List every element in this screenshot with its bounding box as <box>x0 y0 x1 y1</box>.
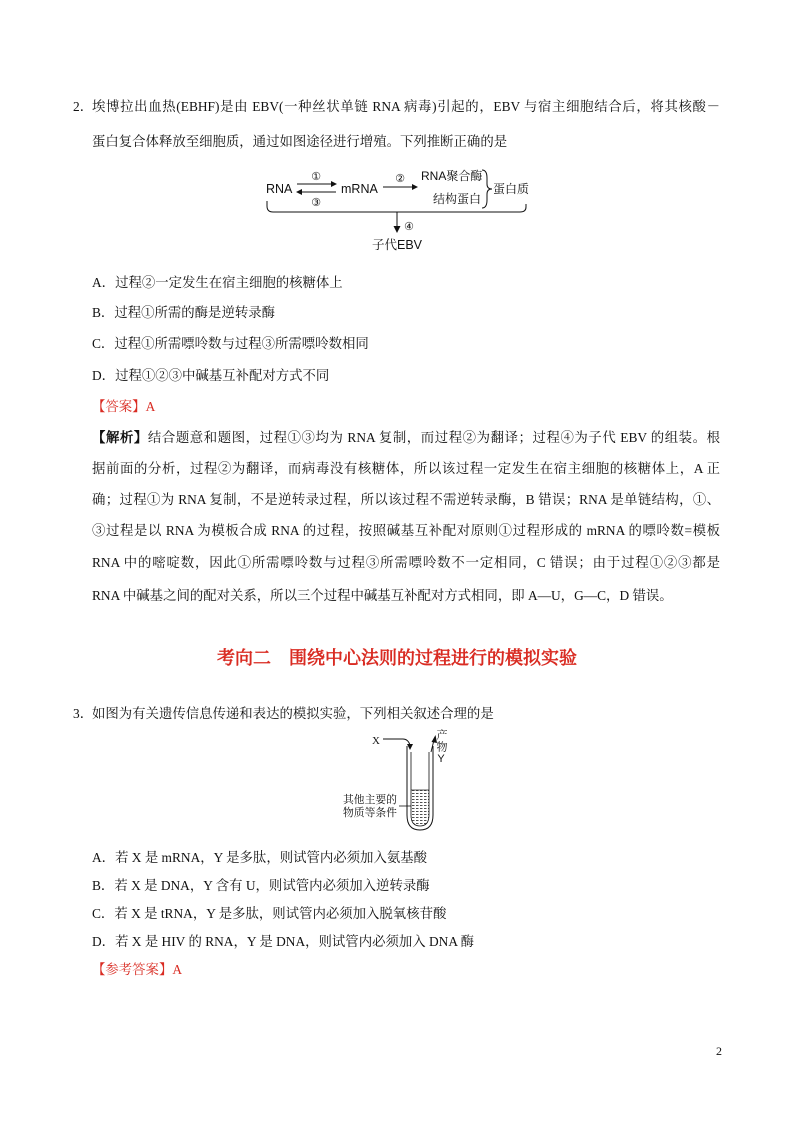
question3-option-a <box>92 848 427 868</box>
question2-option-c <box>92 334 369 354</box>
option-label: A． <box>92 850 116 865</box>
analysis-line-1 <box>92 428 720 448</box>
analysis-line-6: RNA 中碱基之间的配对关系，所以三个过程中碱基互补配对方式相同，即 A—U，G—C，D 错误。 <box>92 588 673 603</box>
answer-value: A <box>172 962 183 977</box>
answer-tag: 【答案】 <box>92 399 146 414</box>
page-number: 2 <box>716 1044 722 1058</box>
input-x-label: X <box>372 735 380 747</box>
arrow-step1-head <box>331 181 337 187</box>
option-label: A． <box>92 275 116 290</box>
conditions-label-line-1: 其他主要的 <box>343 794 397 806</box>
question2-number: 2． <box>73 99 94 114</box>
option-label: D． <box>92 368 116 383</box>
diagram-step4-label: ④ <box>404 221 414 233</box>
tube-liquid <box>411 790 429 826</box>
ebv-pathway-diagram <box>255 162 545 257</box>
option-label: B． <box>92 305 115 320</box>
product-y-label: 产物Y <box>435 729 447 766</box>
option-label: C． <box>92 906 115 921</box>
question3-answer <box>92 960 182 980</box>
diagram-mrna-label: mRNA <box>341 182 378 196</box>
arrow-step2-head <box>412 184 418 190</box>
question3-option-d <box>92 932 474 952</box>
question3-number: 3． <box>73 706 94 721</box>
option-text: 过程①所需的酶是逆转录酶 <box>114 305 276 320</box>
protein-brace <box>482 170 492 208</box>
analysis-line-4: ③过程是以 RNA 为模板合成 RNA 的过程，按照碱基互补配对原则①过程形成的 mRNA 的嘌呤数=模板 <box>92 523 720 538</box>
question3-option-c <box>92 904 446 924</box>
answer-value: A <box>145 399 156 414</box>
option-label: B． <box>92 878 115 893</box>
question2-stem-line-2: 蛋白复合体释放至细胞质，通过如图途径进行增殖。下列推断正确的是 <box>92 134 508 149</box>
arrow-step3-head <box>296 189 302 195</box>
question2-option-b <box>92 303 275 323</box>
analysis-line-5: RNA 中的嘧啶数，因此①所需嘌呤数与过程③所需嘌呤数不一定相同，C 错误；由于过程①②③都是 <box>92 555 720 570</box>
option-text: 过程①②③中碱基互补配对方式不同 <box>115 368 330 383</box>
diagram-progeny-label: 子代EBV <box>371 238 423 252</box>
analysis-line-2: 据前面的分析，过程②为翻译，而病毒没有核糖体，所以该过程一定发生在宿主细胞的核糖体上，A 正 <box>92 461 720 476</box>
diagram-step1-label: ① <box>311 171 321 183</box>
question2-option-a <box>92 273 343 293</box>
answer-tag: 【参考答案】 <box>92 962 173 977</box>
option-text: 若 X 是 HIV 的 RNA，Y 是 DNA，则试管内必须加入 DNA 酶 <box>115 934 475 949</box>
question2-answer <box>92 397 155 417</box>
diagram-protein-label: 蛋白质 <box>493 182 530 196</box>
question3-option-b <box>92 876 430 896</box>
diagram-step2-label: ② <box>395 173 405 185</box>
option-text: 若 X 是 DNA，Y 含有 U，则试管内必须加入逆转录酶 <box>114 878 430 893</box>
analysis-tag: 【解析】 <box>92 430 148 445</box>
option-label: C． <box>92 336 115 351</box>
option-label: D． <box>92 934 116 949</box>
section-heading: 考向二 围绕中心法则的过程进行的模拟实验 <box>217 648 577 668</box>
conditions-label-line-2: 物质等条件 <box>343 807 397 819</box>
diagram-rna-label: RNA <box>266 182 293 196</box>
arrow-step4-head <box>394 226 401 233</box>
question2-option-d <box>92 366 329 386</box>
option-text: 过程②一定发生在宿主细胞的核糖体上 <box>115 275 343 290</box>
input-arrow <box>383 739 410 745</box>
option-text: 过程①所需嘌呤数与过程③所需嘌呤数相同 <box>114 336 369 351</box>
analysis-text: 结合题意和题图，过程①③均为 RNA 复制，而过程②为翻译；过程④为子代 EBV 的组装。根 <box>147 430 721 445</box>
question2-stem-line-1: 埃博拉出血热(EBHF)是由 EBV(一种丝状单链 RNA 病毒)引起的，EBV 与宿主细胞结合后，将其核酸－ <box>92 99 720 114</box>
analysis-line-3: 确；过程①为 RNA 复制，不是逆转录过程，所以该过程不需逆转录酶，B 错误；RNA 是单链结构，①、 <box>92 492 720 507</box>
diagram-rna-polymerase-label: RNA聚合酶 <box>421 169 483 183</box>
conditions-label <box>343 794 397 820</box>
option-text: 若 X 是 mRNA，Y 是多肽，则试管内必须加入氨基酸 <box>115 850 428 865</box>
diagram-structural-protein-label: 结构蛋白 <box>433 192 482 206</box>
input-arrow-head <box>407 744 413 750</box>
question3-stem: 如图为有关遗传信息传递和表达的模拟实验，下列相关叙述合理的是 <box>92 706 494 721</box>
diagram-step3-label: ③ <box>311 197 321 209</box>
option-text: 若 X 是 tRNA，Y 是多肽，则试管内必须加入脱氧核苷酸 <box>114 906 447 921</box>
